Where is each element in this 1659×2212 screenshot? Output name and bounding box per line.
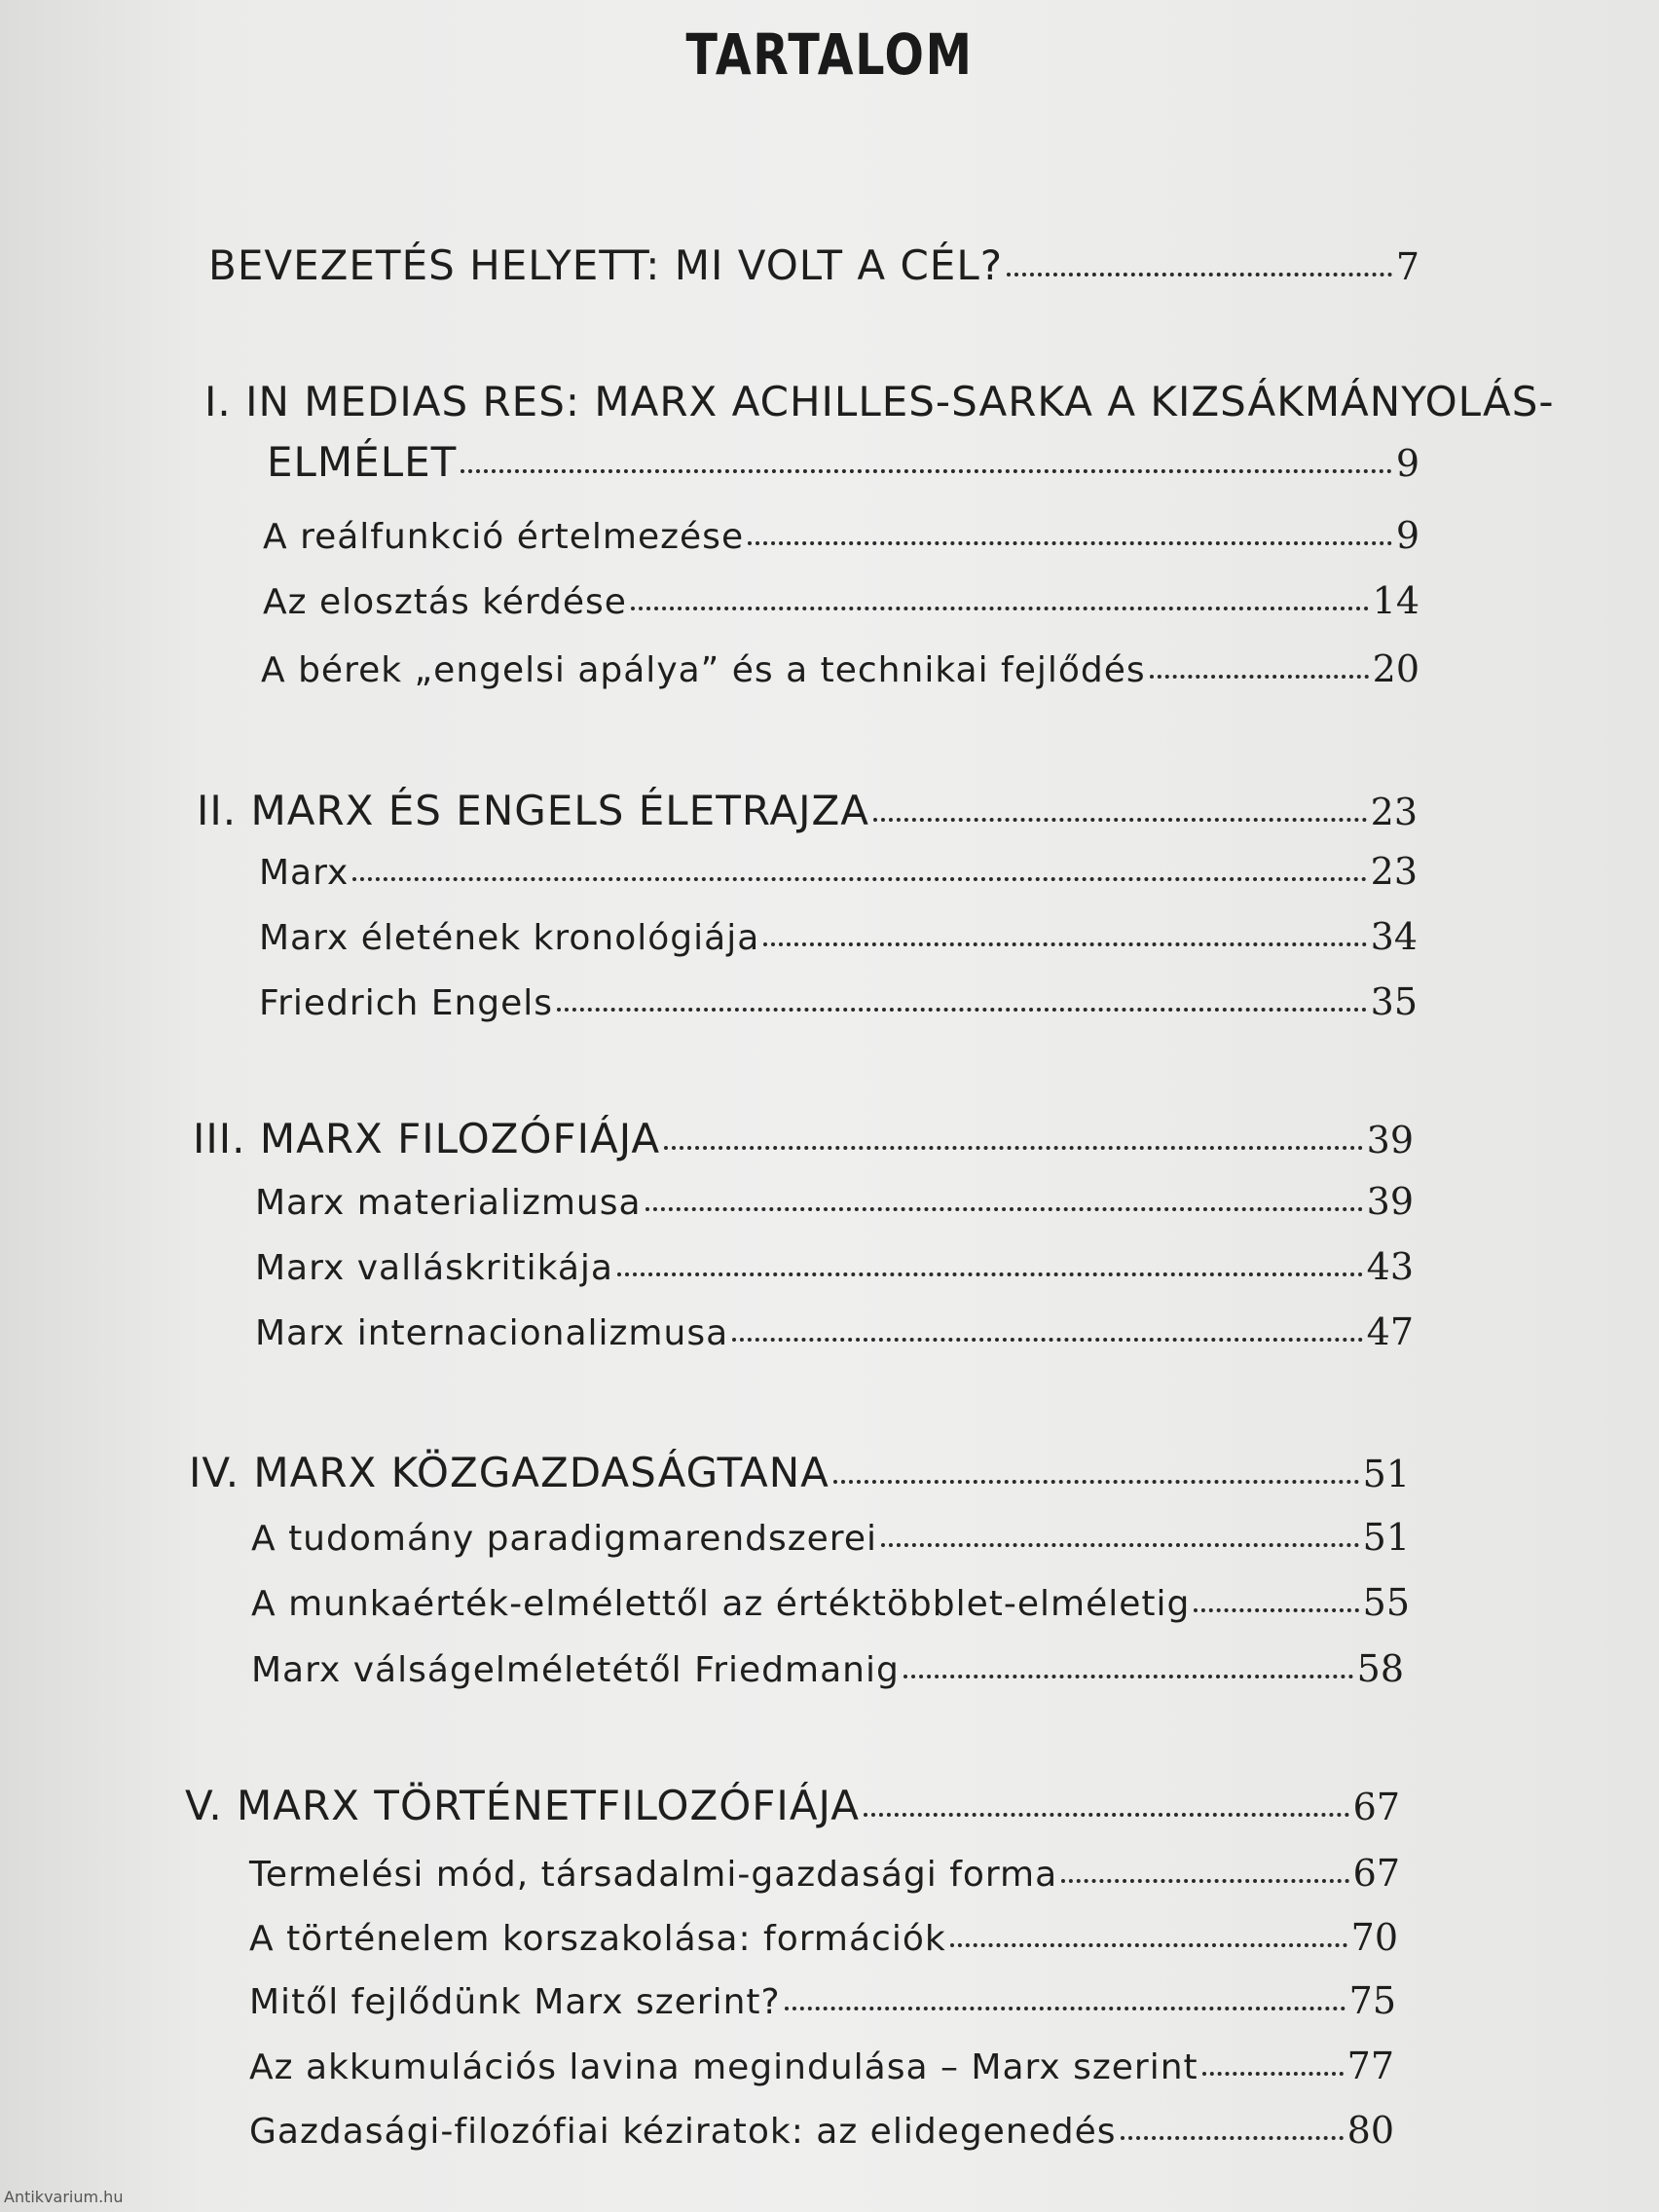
watermark: Antikvarium.hu (4, 2188, 124, 2206)
toc-chapter-1 (267, 438, 1419, 486)
toc-entry-label: Friedrich Engels (259, 983, 554, 1023)
dot-leader (732, 1338, 1363, 1342)
toc-page-number: 23 (1370, 850, 1418, 893)
dot-leader (1061, 1879, 1348, 1883)
toc-section (251, 1516, 1410, 1559)
toc-page-number: 20 (1372, 647, 1419, 690)
toc-entry-label: A tudomány paradigmarendszerei (251, 1519, 877, 1559)
dot-leader (833, 1480, 1359, 1484)
dot-leader (881, 1543, 1359, 1547)
dot-leader (664, 1146, 1363, 1150)
toc-page-number: 35 (1370, 980, 1418, 1023)
toc-entry-label: IV. MARX KÖZGAZDASÁGTANA (189, 1449, 830, 1496)
toc-page-number: 77 (1346, 2045, 1394, 2087)
dot-leader (631, 607, 1369, 610)
toc-section (251, 1581, 1410, 1624)
toc-entry-label: Marx internacionalizmusa (255, 1313, 729, 1353)
toc-page-number: 34 (1370, 915, 1418, 958)
toc-page-number: 14 (1372, 579, 1419, 622)
toc-chapter-2 (197, 787, 1418, 834)
dot-leader (557, 1008, 1367, 1012)
dot-leader (1202, 2072, 1344, 2076)
toc-page-number: 51 (1362, 1516, 1410, 1559)
toc-page-number: 39 (1366, 1119, 1414, 1161)
toc-section (249, 2045, 1394, 2087)
toc-page-number: 39 (1366, 1180, 1414, 1223)
toc-entry-label: III. MARX FILOZÓFIÁJA (193, 1115, 661, 1162)
toc-section (255, 1180, 1414, 1223)
toc-page-number: 51 (1362, 1453, 1410, 1495)
dot-leader (864, 1813, 1349, 1817)
toc-page-number: 23 (1370, 791, 1418, 833)
toc-page-number: 7 (1395, 245, 1419, 288)
toc-entry-label: A munkaérték-elmélettől az értéktöbblet-elméletig (251, 1584, 1191, 1624)
toc-entry-label: II. MARX ÉS ENGELS ÉLETRAJZA (197, 787, 869, 834)
toc-chapter-4 (189, 1449, 1410, 1496)
toc-entry-label: ELMÉLET (267, 438, 458, 486)
toc-entry-label: Termelési mód, társadalmi-gazdasági forma (249, 1855, 1058, 1895)
toc-page-number: 80 (1346, 2109, 1394, 2152)
dot-leader (645, 1207, 1363, 1211)
dot-leader (763, 942, 1366, 946)
dot-leader (1007, 273, 1392, 276)
toc-section (259, 980, 1418, 1023)
dot-leader (461, 469, 1392, 473)
toc-section (251, 1647, 1404, 1690)
toc-section (259, 915, 1418, 958)
toc-entry-label: Marx materializmusa (255, 1183, 642, 1223)
toc-section (263, 579, 1419, 622)
toc-entry-intro (208, 241, 1419, 289)
toc-page-number: 9 (1395, 442, 1419, 485)
toc-chapter-5 (185, 1782, 1400, 1829)
toc-entry-label: Marx (259, 853, 350, 893)
toc-section (259, 850, 1418, 893)
toc-section (249, 1979, 1396, 2022)
dot-leader (950, 1943, 1347, 1947)
dot-leader (903, 1675, 1353, 1678)
dot-leader (873, 818, 1367, 822)
dot-leader (1194, 1608, 1358, 1612)
toc-section (255, 1310, 1414, 1353)
toc-page-number: 9 (1395, 514, 1419, 557)
toc-entry-label: Az elosztás kérdése (263, 582, 627, 622)
toc-entry-label: A történelem korszakolása: formációk (249, 1919, 946, 1959)
toc-entry-label: Mitől fejlődünk Marx szerint? (249, 1982, 781, 2022)
dot-leader (617, 1272, 1363, 1276)
toc-section (249, 1916, 1398, 1959)
toc-entry-label: Marx válságelméletétől Friedmanig (251, 1650, 900, 1690)
toc-page-number: 55 (1362, 1581, 1410, 1624)
toc-entry-label: Marx életének kronológiája (259, 918, 760, 958)
toc-entry-label: A bérek „engelsi apálya” és a technikai fejlődés (261, 650, 1146, 690)
toc-page-number: 75 (1348, 1979, 1396, 2022)
toc-section (249, 2109, 1394, 2152)
toc-page-number: 43 (1366, 1245, 1414, 1288)
toc-entry-label: V. MARX TÖRTÉNETFILOZÓFIÁJA (185, 1782, 860, 1829)
page-title: TARTALOM (685, 21, 974, 88)
dot-leader (748, 541, 1392, 545)
toc-entry-label: A reálfunkció értelmezése (263, 517, 745, 557)
toc-section (255, 1245, 1414, 1288)
toc-section (263, 514, 1419, 557)
toc-page-number: 58 (1356, 1647, 1404, 1690)
dot-leader (1150, 675, 1369, 679)
toc-section (249, 1852, 1400, 1895)
toc-page-number: 67 (1352, 1852, 1400, 1895)
dot-leader (785, 2007, 1346, 2010)
toc-entry-label: Gazdasági-filozófiai kéziratok: az elidegenedés (249, 2112, 1117, 2152)
toc-chapter-3 (193, 1115, 1414, 1162)
toc-page-number: 70 (1350, 1916, 1398, 1959)
toc-entry-label: Az akkumulációs lavina megindulása – Marx szerint (249, 2047, 1198, 2087)
toc-chapter-1-line1: I. IN MEDIAS RES: MARX ACHILLES-SARKA A KIZSÁKMÁNYOLÁS- (204, 378, 1555, 425)
dot-leader (1121, 2136, 1344, 2140)
toc-entry-label: BEVEZETÉS HELYETT: MI VOLT A CÉL? (208, 241, 1004, 289)
toc-entry-label: Marx valláskritikája (255, 1248, 613, 1288)
toc-section (261, 647, 1419, 690)
toc-page-number: 47 (1366, 1310, 1414, 1353)
toc-page-number: 67 (1352, 1786, 1400, 1828)
dot-leader (352, 877, 1366, 881)
